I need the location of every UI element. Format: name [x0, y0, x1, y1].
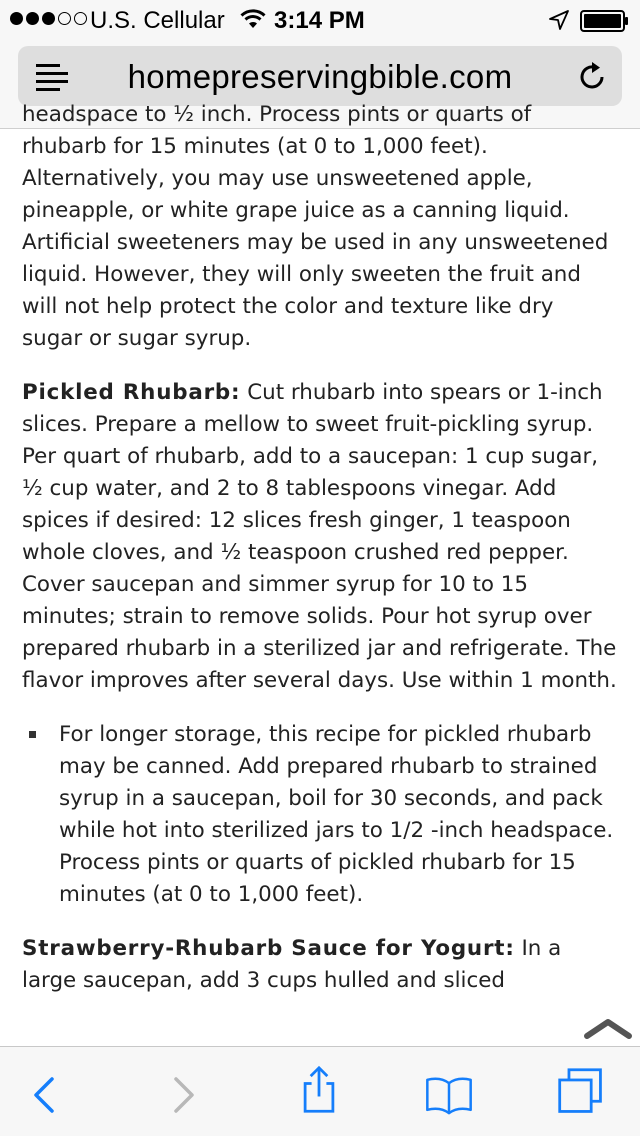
forward-arrow-icon[interactable] [158, 1069, 208, 1119]
pickled-rhubarb-heading: Pickled Rhubarb: [22, 380, 241, 405]
wifi-icon [240, 8, 266, 30]
location-arrow-icon [548, 9, 570, 31]
paragraph-canning-liquid: rhubarb for 15 minutes (at 0 to 1,000 feet). Alternatively, you may use unsweetened apple, pineapple, or white grape juice as a canning liquid. Artificial sweeteners may be used in any unsweetened liquid. However, they will only sweeten the fruit and will not help protect the color and texture like dry sugar or sugar syrup. [22, 134, 609, 351]
sauce-body: In a large saucepan, add 3 cups hulled and sliced [22, 936, 562, 993]
address-bar[interactable] [18, 46, 622, 106]
web-content[interactable] [0, 102, 640, 1046]
storage-list [22, 719, 620, 911]
share-icon[interactable] [294, 1065, 344, 1115]
bullet-icon [29, 731, 36, 738]
paragraph-strawberry-rhubarb-sauce [22, 933, 620, 997]
pickled-rhubarb-body: Cut rhubarb into spears or 1-inch slices. Prepare a mellow to sweet fruit-pickling syrup. Per quart of rhubarb, add to a saucepan: 1 cup sugar, ½ cup water, and 2 to 8 tablespoons vinegar. Add spices if desired: 12 slices fresh ginger, 1 teaspoon whole cloves, and ½ teaspoon crushed red pepper. Cover saucepan and simmer syrup for 10 to 15 minutes; strain to remove solids. Pour hot syrup over prepared rhubarb in a sterilized jar and refrigerate. The flavor improves after several days. Use within 1 month. [22, 380, 617, 693]
battery-icon [580, 10, 630, 32]
clock: 3:14 PM [274, 7, 365, 34]
partial-top-line: headspace to ½ inch. Process pints or quarts of [22, 102, 532, 127]
back-arrow-icon[interactable] [22, 1069, 72, 1119]
list-item [22, 719, 620, 911]
article [22, 99, 620, 1019]
sauce-heading: Strawberry-Rhubarb Sauce for Yogurt: [22, 936, 515, 961]
carrier-name: U.S. Cellular [90, 7, 225, 34]
bookmarks-icon[interactable] [424, 1069, 474, 1119]
scroll-to-top-icon[interactable] [584, 1017, 632, 1039]
list-item-text: For longer storage, this recipe for pickled rhubarb may be canned. Add prepared rhubarb to strained syrup in a saucepan, boil for 30 seconds, and pack while hot into sterilized jars to 1/2 -inch headspace. Process pints or quarts of pickled rhubarb for 15 minutes (at 0 to 1,000 feet). [59, 722, 614, 907]
status-bar [0, 0, 640, 40]
signal-dots-icon [10, 12, 87, 25]
bottom-toolbar [0, 1046, 640, 1136]
reload-icon[interactable] [578, 60, 608, 92]
paragraph-pickled-rhubarb [22, 377, 620, 697]
url-text[interactable]: homepreservingbible.com [127, 58, 513, 95]
tabs-icon[interactable] [556, 1067, 606, 1117]
